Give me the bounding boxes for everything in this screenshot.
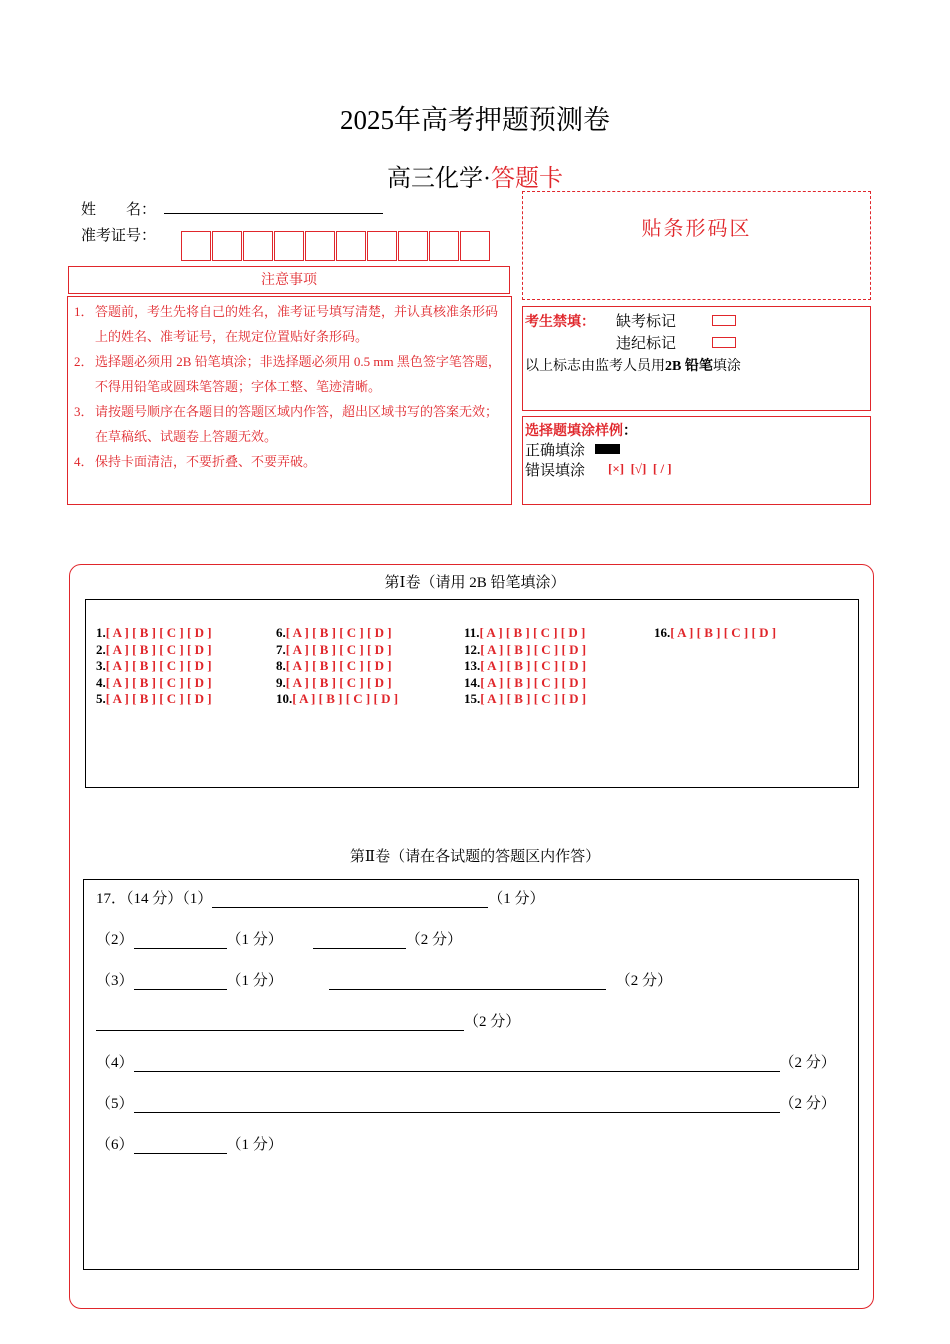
exam-number-digit-box[interactable] [460, 231, 490, 261]
choice-bubbles[interactable]: [ A ] [ B ] [ C ] [ D ] [105, 625, 212, 640]
choice-bubbles[interactable]: [ A ] [ B ] [ C ] [ D ] [105, 658, 212, 674]
exam-number-label: 准考证号： [81, 228, 157, 244]
exam-number-digit-box[interactable] [212, 231, 242, 261]
notice-item-text: 保持卡面清洁，不要折叠、不要弄破。 [95, 454, 317, 469]
subtitle-subject: 高三化学· [387, 166, 491, 192]
fill-sample-panel [522, 416, 871, 505]
proctor-only-title: 考生禁填： [525, 314, 595, 330]
choice-question-number: 14. [464, 674, 481, 690]
choice-question-row [96, 658, 212, 674]
exam-number-boxes[interactable] [181, 231, 501, 262]
notice-item-text: 答题前，考生先将自己的姓名，准考证号填写清楚，并认真核准条形码上的姓名、准考证号，在规定位置贴好条形码。 [95, 304, 499, 344]
absent-mark-label: 缺考标记 [616, 314, 677, 330]
notice-title: 注意事项 [68, 266, 510, 294]
notice-item-number: 4． [74, 454, 94, 469]
exam-number-digit-box[interactable] [274, 231, 304, 261]
q17-4-label: （4） [96, 1055, 134, 1071]
choice-question-number: 6. [276, 625, 286, 640]
choice-question-number: 10. [276, 691, 293, 707]
choice-question-row [464, 642, 586, 658]
notice-item-number: 3． [74, 404, 94, 419]
choice-bubbles[interactable]: [ A ] [ B ] [ C ] [ D ] [479, 625, 586, 640]
choice-question-number: 2. [96, 641, 106, 657]
exam-number-digit-box[interactable] [398, 231, 428, 261]
choice-question-row [276, 675, 392, 691]
choice-question-number: 1. [96, 625, 106, 640]
q17-row-6 [96, 1092, 836, 1113]
q17-intro: 17．（14 分）（1） [96, 891, 213, 907]
q17-5-answer-line[interactable] [134, 1097, 780, 1113]
choice-bubbles[interactable]: [ A ] [ B ] [ C ] [ D ] [105, 691, 212, 707]
q17-5-label: （5） [96, 1096, 134, 1112]
q17-row-3 [96, 969, 672, 990]
q17-3b-score: （2 分） [615, 973, 673, 989]
exam-number-digit-box[interactable] [429, 231, 459, 261]
q17-1-score: （1 分） [488, 891, 545, 907]
proctor-note-pencil: 2B 铅笔 [665, 359, 713, 374]
proctor-only-panel [522, 306, 871, 411]
choice-bubbles[interactable]: [ A ] [ B ] [ C ] [ D ] [670, 625, 777, 640]
notice-item [74, 399, 504, 449]
fill-sample-title [525, 420, 637, 440]
q17-row-7 [96, 1133, 283, 1154]
choice-question-row [654, 625, 776, 641]
choice-question-row [276, 642, 392, 658]
choice-bubbles[interactable]: [ A ] [ B ] [ C ] [ D ] [285, 658, 392, 674]
choice-question-row [276, 691, 398, 707]
choice-bubbles[interactable]: [ A ] [ B ] [ C ] [ D ] [480, 641, 587, 657]
choice-question-number: 11. [464, 625, 480, 640]
fill-sample-title-colon: ： [623, 423, 637, 439]
proctor-note [525, 355, 741, 375]
choice-question-row [276, 625, 392, 641]
notice-item-number: 2． [74, 354, 94, 369]
violation-mark-box[interactable] [712, 337, 736, 348]
exam-number-digit-box[interactable] [336, 231, 366, 261]
violation-mark-label: 违纪标记 [616, 336, 677, 352]
notice-panel [67, 296, 512, 505]
notice-item [74, 449, 504, 474]
q17-1-answer-line[interactable] [212, 892, 488, 908]
section1-title: 第Ⅰ卷（请用 2B 铅笔填涂） [384, 575, 566, 591]
q17-2b-answer-line[interactable] [313, 933, 406, 949]
notice-item [74, 349, 504, 399]
choice-question-number: 13. [464, 658, 481, 674]
name-label: 姓 名： [81, 202, 157, 218]
subtitle-answer-card: 答题卡 [491, 166, 563, 192]
choice-bubbles[interactable]: [ A ] [ B ] [ C ] [ D ] [105, 641, 212, 657]
proctor-note-prefix: 以上标志由监考人员用 [525, 359, 665, 374]
q17-5-score: （2 分） [779, 1096, 836, 1112]
choice-question-number: 4. [96, 674, 106, 690]
choice-question-row [96, 691, 212, 707]
q17-row-5 [96, 1051, 836, 1072]
choice-question-row [464, 675, 586, 691]
q17-3c-answer-line[interactable] [96, 1015, 464, 1031]
choice-question-row [464, 658, 586, 674]
choice-question-number: 16. [654, 625, 671, 640]
q17-3a-score: （1 分） [226, 973, 283, 989]
q17-row-1 [96, 887, 545, 908]
choice-question-number: 5. [96, 691, 106, 707]
fill-sample-title-text: 选择题填涂样例 [525, 423, 623, 439]
choice-question-number: 9. [276, 674, 286, 690]
q17-6-label: （6） [96, 1137, 134, 1153]
choice-question-row [96, 642, 212, 658]
choice-question-row [464, 691, 586, 707]
absent-mark-box[interactable] [712, 315, 736, 326]
choice-question-number: 7. [276, 641, 286, 657]
choice-bubbles[interactable]: [ A ] [ B ] [ C ] [ D ] [285, 625, 392, 640]
choice-bubbles[interactable]: [ A ] [ B ] [ C ] [ D ] [480, 674, 587, 690]
notice-item-text: 请按题号顺序在各题目的答题区域内作答，超出区域书写的答案无效；在草稿纸、试题卷上答题无效。 [95, 404, 499, 444]
notice-item-number: 1． [74, 304, 94, 319]
q17-3c-score: （2 分） [464, 1014, 521, 1030]
name-field[interactable] [164, 196, 383, 214]
q17-6-score: （1 分） [226, 1137, 283, 1153]
page-title: 2025年高考押题预测卷 [340, 105, 610, 135]
barcode-area-label: 贴条形码区 [641, 218, 752, 240]
correct-fill-sample [595, 444, 620, 454]
wrong-fill-samples: [×] [√] [ / ] [608, 461, 672, 476]
q17-row-2 [96, 928, 462, 949]
choice-question-row [96, 675, 212, 691]
choice-question-number: 12. [464, 641, 481, 657]
choice-question-number: 15. [464, 691, 481, 707]
q17-6-answer-line[interactable] [134, 1138, 227, 1154]
choice-bubbles[interactable]: [ A ] [ B ] [ C ] [ D ] [480, 691, 587, 707]
exam-number-digit-box[interactable] [181, 231, 211, 261]
q17-row-4 [96, 1010, 520, 1031]
section2-title: 第Ⅱ卷（请在各试题的答题区内作答） [349, 849, 601, 865]
barcode-area [522, 191, 871, 300]
q17-3b-answer-line[interactable] [329, 974, 606, 990]
choice-bubbles[interactable]: [ A ] [ B ] [ C ] [ D ] [292, 691, 399, 707]
notice-item-text: 选择题必须用 2B 铅笔填涂；非选择题必须用 0.5 mm 黑色签字笔答题，不得用铅笔或圆珠笔答题；字体工整、笔迹清晰。 [95, 354, 501, 394]
wrong-fill-label: 错误填涂 [525, 463, 586, 479]
choice-bubbles[interactable]: [ A ] [ B ] [ C ] [ D ] [285, 674, 392, 690]
choice-bubbles[interactable]: [ A ] [ B ] [ C ] [ D ] [105, 674, 212, 690]
correct-fill-label: 正确填涂 [525, 443, 586, 459]
notice-item [74, 299, 504, 349]
q17-2b-score: （2 分） [405, 932, 463, 948]
exam-number-digit-box[interactable] [367, 231, 397, 261]
exam-number-digit-box[interactable] [305, 231, 335, 261]
q17-4-answer-line[interactable] [134, 1056, 780, 1072]
q17-3a-answer-line[interactable] [134, 974, 227, 990]
answer-card-subtitle [0, 158, 950, 193]
q17-4-score: （2 分） [779, 1055, 836, 1071]
q17-2a-score: （1 分） [226, 932, 283, 948]
choice-question-number: 8. [276, 658, 286, 674]
choice-bubbles[interactable]: [ A ] [ B ] [ C ] [ D ] [480, 658, 587, 674]
choice-question-row [96, 625, 212, 641]
q17-3-label: （3） [96, 973, 134, 989]
choice-question-row [276, 658, 392, 674]
proctor-note-suffix: 填涂 [712, 359, 741, 374]
q17-2a-answer-line[interactable] [134, 933, 227, 949]
choice-question-number: 3. [96, 658, 106, 674]
exam-number-digit-box[interactable] [243, 231, 273, 261]
choice-bubbles[interactable]: [ A ] [ B ] [ C ] [ D ] [285, 641, 392, 657]
choice-question-row [464, 625, 585, 641]
q17-2-label: （2） [96, 932, 134, 948]
